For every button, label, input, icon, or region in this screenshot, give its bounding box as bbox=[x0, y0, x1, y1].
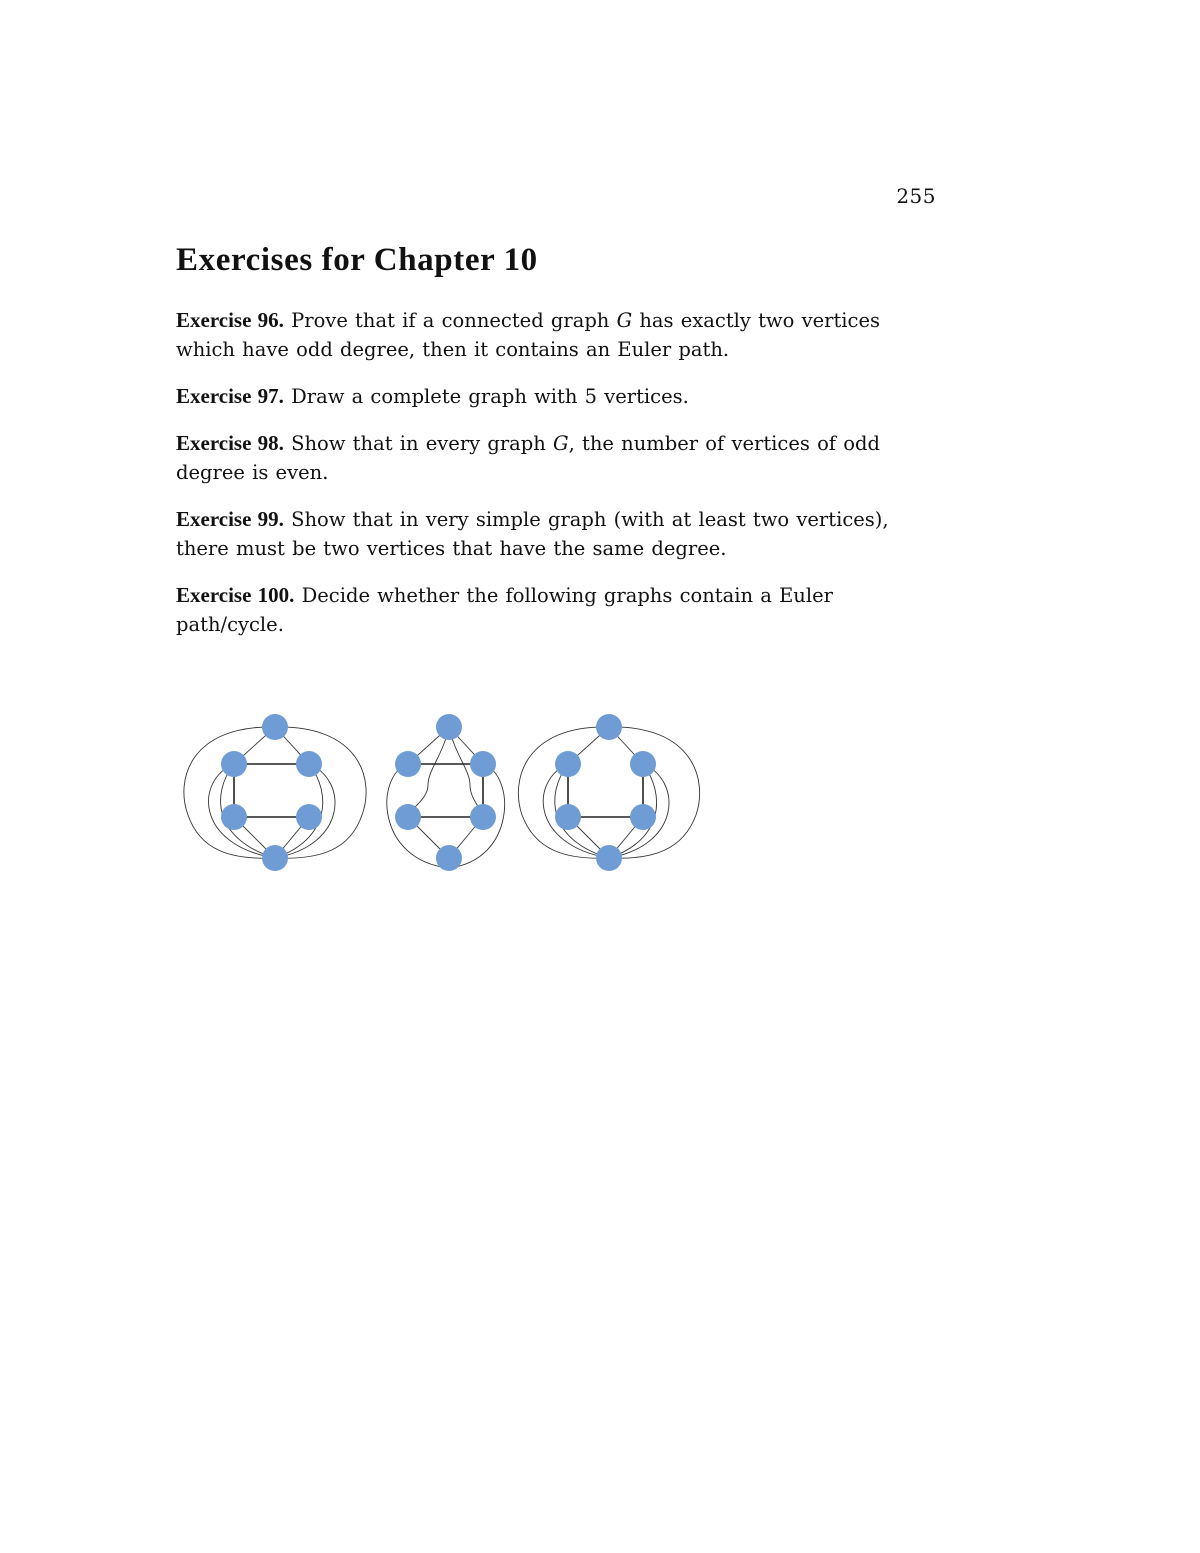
exercise-label: Exercise 99. bbox=[176, 507, 284, 531]
exercise-text: , the number of vertices of odd degree is even. bbox=[176, 432, 880, 484]
graph-vertex bbox=[296, 751, 322, 777]
graph-edge bbox=[609, 727, 700, 858]
graph-3 bbox=[518, 714, 699, 871]
exercise-label: Exercise 96. bbox=[176, 308, 284, 332]
exercise-text: has exactly two vertices which have odd degree, then it contains an Euler path. bbox=[176, 309, 880, 361]
graph-vertex bbox=[596, 714, 622, 740]
graphs-svg bbox=[170, 700, 710, 890]
graph-vertex bbox=[630, 804, 656, 830]
exercise-label: Exercise 97. bbox=[176, 384, 284, 408]
graph-vertex bbox=[395, 804, 421, 830]
graph-vertex bbox=[221, 804, 247, 830]
graph-vertex bbox=[262, 714, 288, 740]
math-variable: G bbox=[553, 432, 569, 455]
exercise-97 bbox=[176, 382, 946, 411]
page-number: 255 bbox=[896, 184, 936, 208]
exercise-label: Exercise 98. bbox=[176, 431, 284, 455]
exercise-text: Draw a complete graph with 5 vertices. bbox=[291, 385, 689, 408]
graph-vertex bbox=[470, 751, 496, 777]
exercise-100 bbox=[176, 581, 946, 639]
exercise-98 bbox=[176, 429, 946, 487]
chapter-title: Exercises for Chapter 10 bbox=[176, 242, 538, 278]
exercise-label: Exercise 100. bbox=[176, 583, 295, 607]
graph-vertex bbox=[630, 751, 656, 777]
graph-vertex bbox=[436, 845, 462, 871]
exercise-text: Decide whether the following graphs contain a Euler path/cycle. bbox=[176, 584, 833, 636]
math-variable: G bbox=[616, 309, 633, 332]
graph-edge bbox=[275, 727, 366, 858]
graph-edge bbox=[184, 727, 275, 858]
graph-edge bbox=[518, 727, 609, 858]
graph-vertex bbox=[395, 751, 421, 777]
graphs-figure bbox=[170, 700, 710, 890]
graph-vertex bbox=[296, 804, 322, 830]
graph-vertex bbox=[596, 845, 622, 871]
graph-vertex bbox=[262, 845, 288, 871]
exercise-text: Show that in every graph bbox=[291, 432, 554, 455]
graph-vertex bbox=[555, 751, 581, 777]
exercise-99 bbox=[176, 505, 946, 563]
graph-vertex bbox=[436, 714, 462, 740]
graph-2 bbox=[387, 714, 505, 871]
graph-vertex bbox=[470, 804, 496, 830]
graph-vertex bbox=[221, 751, 247, 777]
exercise-text: Prove that if a connected graph bbox=[291, 309, 617, 332]
exercise-text: Show that in very simple graph (with at least two vertices), there must be two vertices that have the same degree. bbox=[176, 508, 889, 560]
graph-vertex bbox=[555, 804, 581, 830]
graph-1 bbox=[184, 714, 366, 871]
exercise-96 bbox=[176, 306, 946, 364]
